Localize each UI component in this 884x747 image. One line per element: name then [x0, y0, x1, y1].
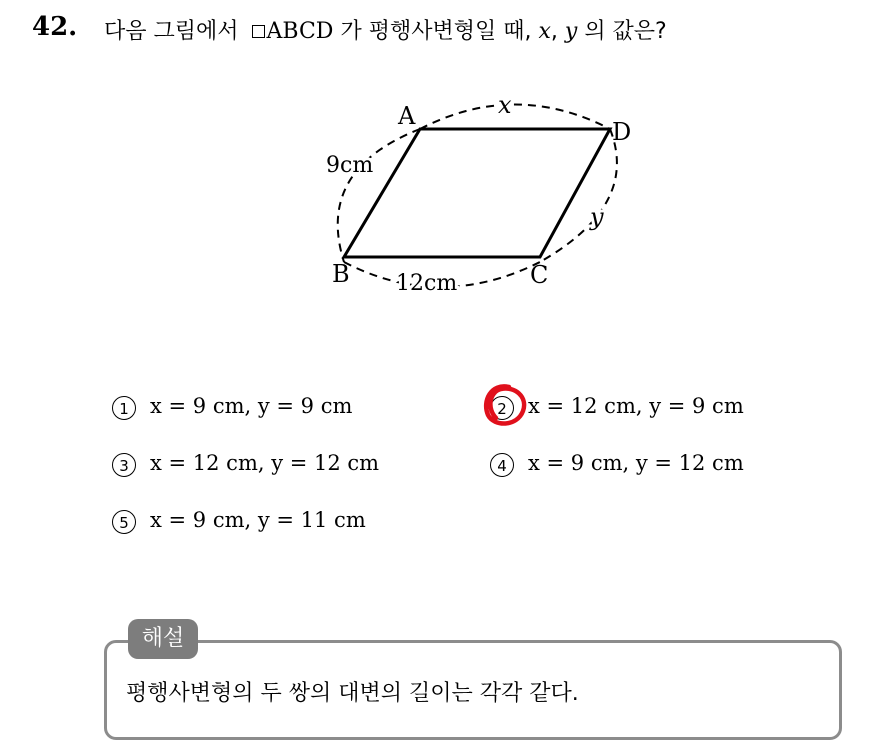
choice-4[interactable]: [490, 451, 744, 477]
question-number: 42.: [32, 12, 78, 42]
arc-ad: [420, 105, 610, 130]
choice-text: x = 12 cm, y = 9 cm: [528, 394, 744, 418]
side-label-ab: 9cm: [326, 153, 374, 178]
vertex-label-a: A: [398, 102, 416, 130]
choice-text: x = 12 cm, y = 12 cm: [150, 451, 380, 475]
arc-cd: [540, 129, 617, 262]
side-label-bc: 12cm: [396, 271, 458, 296]
choice-5[interactable]: [112, 508, 366, 534]
choice-number: 1: [112, 396, 136, 420]
vertex-label-b: B: [332, 260, 350, 288]
choice-text: x = 9 cm, y = 12 cm: [528, 451, 744, 475]
question-text-before: 다음 그림에서: [104, 19, 239, 44]
vertex-label-c: C: [530, 261, 549, 289]
vertex-label-d: D: [612, 118, 632, 146]
explanation-text: 평행사변형의 두 쌍의 대변의 길이는 각각 같다.: [126, 681, 579, 706]
choice-3[interactable]: [112, 451, 379, 477]
side-label-cd: y: [590, 203, 604, 231]
question-text-end: 의 값은?: [584, 19, 667, 44]
parallelogram: [344, 129, 610, 257]
choice-number: 4: [490, 453, 514, 477]
choice-number: 3: [112, 453, 136, 477]
choice-text: x = 9 cm, y = 9 cm: [150, 394, 353, 418]
explanation-tag: 해설: [128, 619, 198, 659]
shape-name: ABCD: [266, 19, 334, 44]
side-label-ad: x: [498, 91, 512, 119]
choice-number: 5: [112, 510, 136, 534]
question-var-y: y: [564, 19, 578, 44]
question-var-x: x: [538, 19, 551, 44]
choice-1[interactable]: [112, 394, 352, 420]
question-sep: ,: [550, 19, 558, 44]
question-text-after: 가 평행사변형일 때,: [340, 19, 532, 44]
choice-text: x = 9 cm, y = 11 cm: [150, 508, 366, 532]
choice-number: 2: [490, 396, 514, 420]
parallelogram-figure: [0, 0, 884, 360]
selection-circle-mark: [479, 381, 529, 429]
